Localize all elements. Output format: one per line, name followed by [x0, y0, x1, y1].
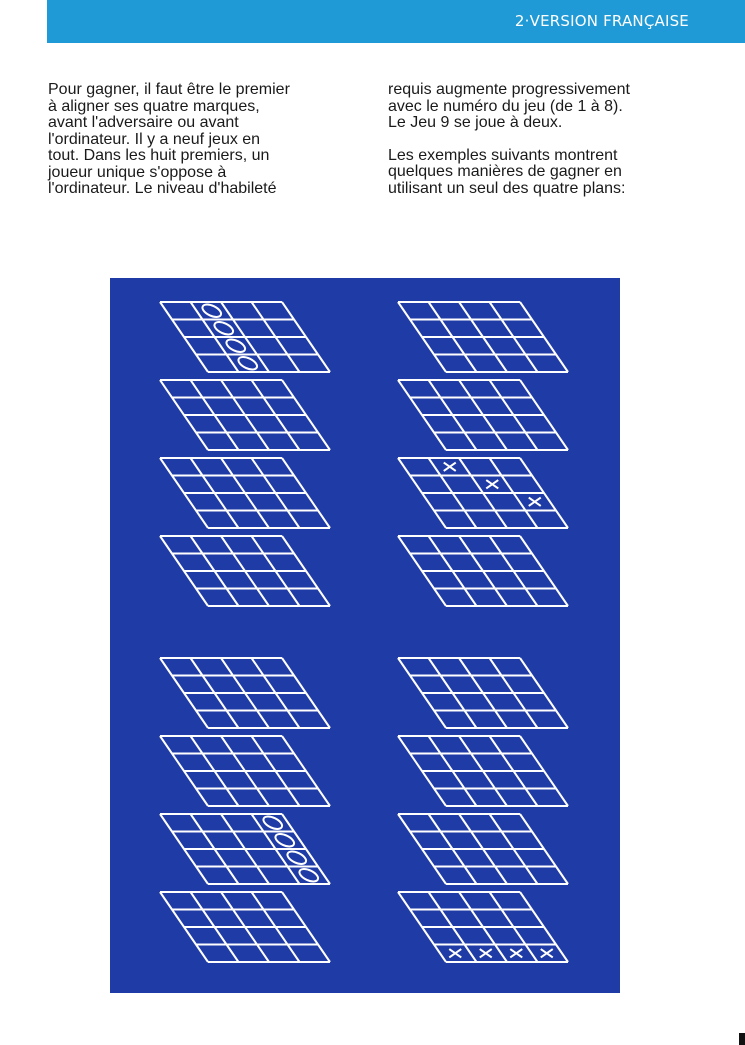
o-mark: [225, 337, 247, 355]
o-mark: [213, 319, 235, 337]
o-mark: [274, 831, 296, 849]
section-title: 2·VERSION FRANÇAISE: [514, 12, 689, 30]
o-mark: [286, 849, 308, 867]
o-mark: [262, 814, 284, 832]
text-column-left: [48, 82, 358, 198]
boards-graphic: [110, 278, 620, 993]
text-column-right: [388, 82, 708, 197]
paragraph-right-2: Les exemples suivants montrent quelques manières de gagner en utilisant un seul des quatre plans:: [388, 146, 626, 197]
o-mark: [237, 354, 259, 372]
paragraph-left: Pour gagner, il faut être le premier à aligner ses quatre marques, avant l'adversaire ou avant l'ordinateur. Il y a neuf jeux en tout. Dans les huit premiers, un joueur unique s'oppose à l'ordinateur. Le niveau d'habileté: [48, 81, 290, 197]
o-mark: [298, 866, 320, 884]
paragraph-right-1: requis augmente progressivement avec le numéro du jeu (de 1 à 8). Le Jeu 9 se joue à deux.: [388, 81, 630, 131]
o-mark: [201, 302, 223, 320]
page-edge-mark: [739, 1033, 745, 1045]
header-bar: [47, 0, 745, 43]
game-screen-illustration: [110, 278, 620, 993]
